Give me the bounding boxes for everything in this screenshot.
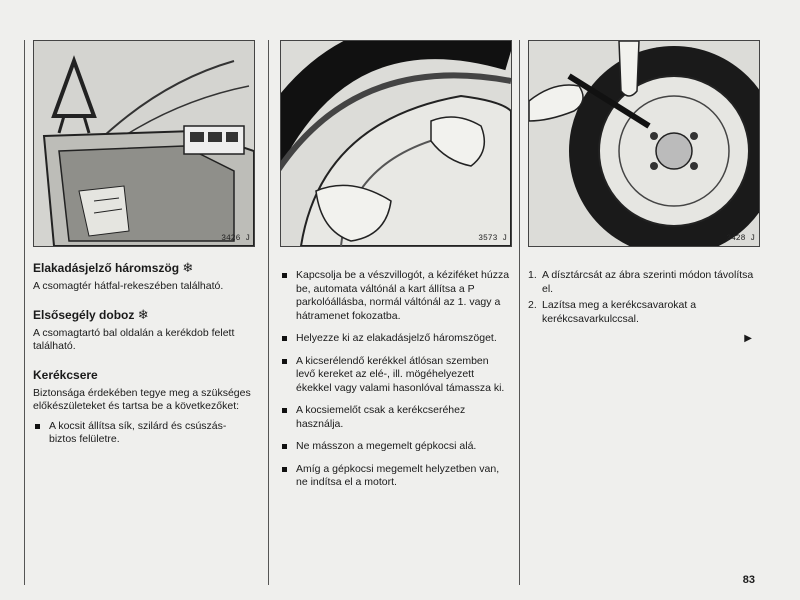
- right-text: [528, 269, 758, 346]
- figure-code: 3426 J: [221, 234, 250, 243]
- list-item: [528, 269, 758, 296]
- column-divider: [268, 40, 269, 585]
- step-list: [528, 269, 758, 326]
- warning-triangle-heading: [33, 261, 253, 275]
- wheel-change-list: [33, 420, 253, 447]
- list-item: Helyezze ki az elakadásjelző háromszöget.: [280, 332, 510, 346]
- step-text: Lazítsa meg a kerékcsavarokat a kerékcsavarkulccsal.: [542, 299, 697, 325]
- list-item: A kocsiemelőt csak a kerékcseréhez használja.: [280, 404, 510, 431]
- safety-list: [280, 269, 510, 490]
- wheel-change-intro: Biztonsága érdekében tegye meg a szükséges előkészületeket és tartsa be a következőket:: [33, 386, 251, 412]
- figure-code: 3573 J: [478, 234, 507, 243]
- left-text: [33, 261, 253, 447]
- snowflake-icon: ❄: [182, 260, 194, 275]
- warning-triangle-text: A csomagtér hátfal-rekeszében található.: [33, 280, 224, 292]
- first-aid-text: A csomagtartó bal oldalán a kerékdob felett található.: [33, 326, 235, 352]
- snowflake-icon: ❄: [137, 306, 149, 322]
- hubcap-drawing: [281, 41, 511, 246]
- figure-code: 3428 J: [726, 234, 755, 243]
- column-middle: [280, 40, 510, 499]
- column-divider: [24, 40, 25, 585]
- continue-arrow-icon: ▶: [744, 333, 752, 344]
- list-item: [528, 299, 758, 326]
- wrench-illustration: [528, 40, 760, 247]
- page-number: 83: [742, 574, 755, 586]
- first-aid-title: Elsősegély doboz: [33, 307, 135, 322]
- column-left: [33, 40, 253, 456]
- warning-triangle-title: Elakadásjelző háromszög: [33, 261, 180, 275]
- middle-text: [280, 269, 510, 490]
- step-number: 2.: [528, 299, 537, 311]
- trunk-drawing: [34, 41, 254, 246]
- step-text: A dísztárcsát az ábra szerinti módon távolítsa el.: [542, 269, 754, 295]
- column-right: [528, 40, 758, 346]
- step-number: 1.: [528, 269, 537, 281]
- list-item: Amíg a gépkocsi megemelt helyzetben van, ne indítsa el a motort.: [280, 463, 510, 490]
- trunk-illustration: [33, 40, 255, 247]
- list-item: Ne másszon a megemelt gépkocsi alá.: [280, 440, 510, 454]
- wheel-change-heading: Kerékcsere: [33, 367, 98, 382]
- list-item: A kocsit állítsa sík, szilárd és csúszás-biztos felületre.: [33, 420, 253, 447]
- list-item: A kicserélendő kerékkel átlósan szemben levő kereket az elé-, ill. mögéhelyezett ékekkel vagy valami hasonlóval támassza ki.: [280, 355, 510, 396]
- list-item: Kapcsolja be a vészvillogót, a kéziféket húzza be, automata váltónál a kart állítsa a P parkolóállásba, normál váltónál az 1. vagy a hátramenet fokozatba.: [280, 269, 510, 323]
- first-aid-heading: [33, 308, 253, 322]
- column-divider: [519, 40, 520, 585]
- hubcap-illustration: [280, 40, 512, 247]
- wrench-drawing: [529, 41, 759, 246]
